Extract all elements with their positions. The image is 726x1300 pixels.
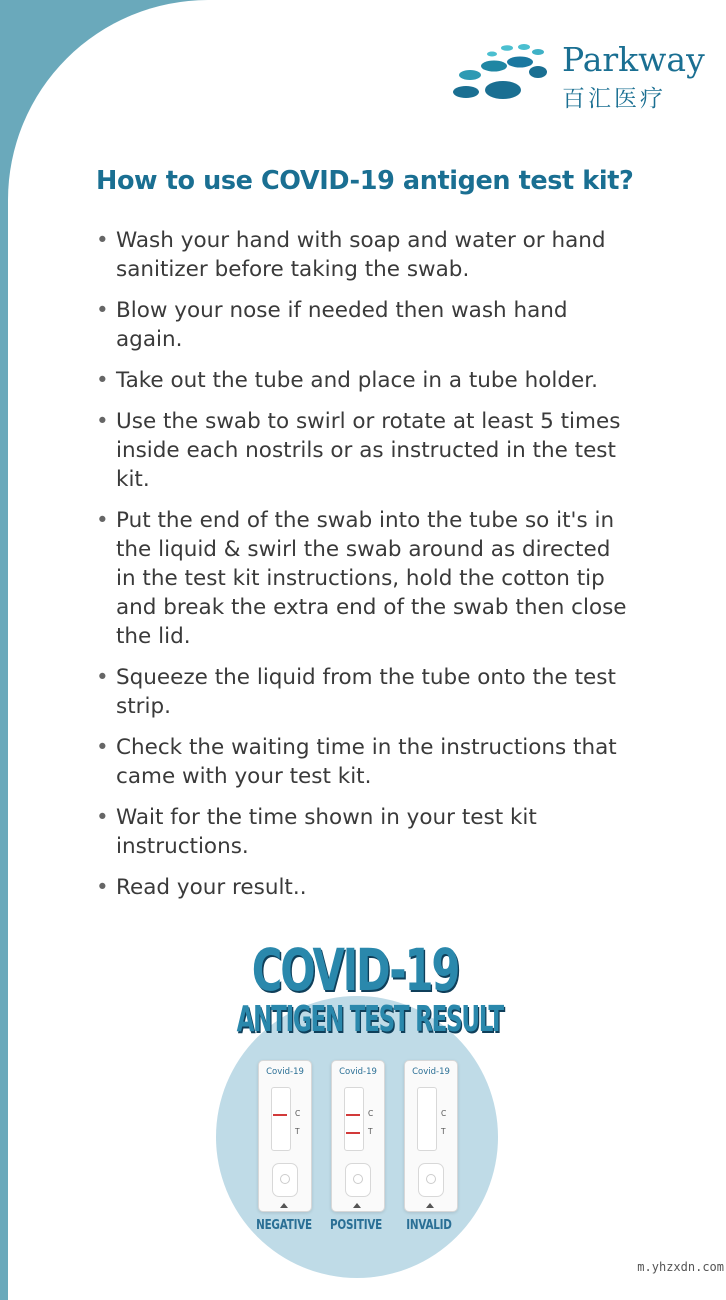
control-line: [346, 1114, 360, 1116]
step-text-line: Blow your nose if needed then wash hand: [116, 298, 568, 323]
instruction-step: [96, 663, 671, 721]
sample-well: [418, 1163, 444, 1197]
arrow-up-icon: [353, 1203, 361, 1208]
control-marker: C: [295, 1109, 301, 1118]
step-text-line: inside each nostrils or as instructed in the test: [116, 438, 616, 463]
test-marker: T: [368, 1127, 373, 1136]
bullet-icon: •: [96, 805, 109, 830]
instruction-step: [96, 873, 671, 902]
control-line: [273, 1114, 287, 1116]
bullet-icon: •: [96, 298, 109, 323]
instruction-step: [96, 407, 671, 494]
test-line: [346, 1132, 360, 1134]
step-text-line: Wash your hand with soap and water or hand: [116, 228, 606, 253]
instruction-step: [96, 226, 671, 284]
instruction-step: [96, 296, 671, 354]
step-text-line: and break the extra end of the swab then close: [116, 595, 627, 620]
step-text-line: sanitizer before taking the swab.: [116, 257, 470, 282]
arrow-up-icon: [426, 1203, 434, 1208]
arrow-up-icon: [280, 1203, 288, 1208]
step-text-line: came with your test kit.: [116, 764, 372, 789]
step-text-line: the lid.: [116, 624, 191, 649]
page-title: How to use COVID-19 antigen test kit?: [96, 166, 634, 196]
sample-well: [345, 1163, 371, 1197]
step-text-line: in the test kit instructions, hold the cotton tip: [116, 566, 605, 591]
bullet-icon: •: [96, 665, 109, 690]
step-text-line: kit.: [116, 467, 150, 492]
brand-name-cn: 百汇医疗: [562, 86, 666, 112]
step-text-line: Wait for the time shown in your test kit: [116, 805, 537, 830]
step-text-line: Use the swab to swirl or rotate at least 5 times: [116, 409, 621, 434]
illustration-subtitle: ANTIGEN TEST RESULT: [236, 999, 503, 1040]
cassette-title: Covid-19: [266, 1067, 304, 1077]
instruction-step: [96, 506, 671, 651]
instruction-step: [96, 803, 671, 861]
test-cassette-negative: [258, 1060, 312, 1212]
brand-name-en: Parkway: [562, 40, 705, 79]
test-cassette-positive: [331, 1060, 385, 1212]
instruction-step: [96, 733, 671, 791]
cassette-label: NEGATIVE: [256, 1218, 312, 1233]
bullet-icon: •: [96, 228, 109, 253]
cassette-result-window: [417, 1087, 437, 1151]
step-text-line: strip.: [116, 694, 171, 719]
bullet-icon: •: [96, 735, 109, 760]
step-text-line: the liquid & swirl the swab around as directed: [116, 537, 611, 562]
instruction-step: [96, 366, 671, 395]
step-text-line: Read your result..: [116, 875, 307, 900]
cassette-result-window: [344, 1087, 364, 1151]
bullet-icon: •: [96, 508, 109, 533]
step-text-line: instructions.: [116, 834, 249, 859]
bullet-icon: •: [96, 875, 109, 900]
step-text-line: Put the end of the swab into the tube so it's in: [116, 508, 615, 533]
sample-well-dot: [280, 1174, 290, 1184]
cassette-label: POSITIVE: [329, 1218, 383, 1233]
step-text-line: Squeeze the liquid from the tube onto the test: [116, 665, 616, 690]
sample-well-dot: [353, 1174, 363, 1184]
test-cassette-invalid: [404, 1060, 458, 1212]
watermark: m.yhzxdn.com: [637, 1260, 724, 1274]
step-text-line: again.: [116, 327, 183, 352]
step-text-line: Take out the tube and place in a tube holder.: [116, 368, 598, 393]
bullet-icon: •: [96, 368, 109, 393]
sample-well: [272, 1163, 298, 1197]
instruction-list: [96, 226, 671, 914]
illustration-title: COVID-19: [251, 936, 459, 1004]
test-marker: T: [295, 1127, 300, 1136]
cassette-title: Covid-19: [412, 1067, 450, 1077]
sample-well-dot: [426, 1174, 436, 1184]
control-marker: C: [441, 1109, 447, 1118]
bullet-icon: •: [96, 409, 109, 434]
cassette-title: Covid-19: [339, 1067, 377, 1077]
control-marker: C: [368, 1109, 374, 1118]
step-text-line: Check the waiting time in the instructions that: [116, 735, 617, 760]
test-marker: T: [441, 1127, 446, 1136]
cassette-result-window: [271, 1087, 291, 1151]
cassette-label: INVALID: [406, 1218, 452, 1233]
